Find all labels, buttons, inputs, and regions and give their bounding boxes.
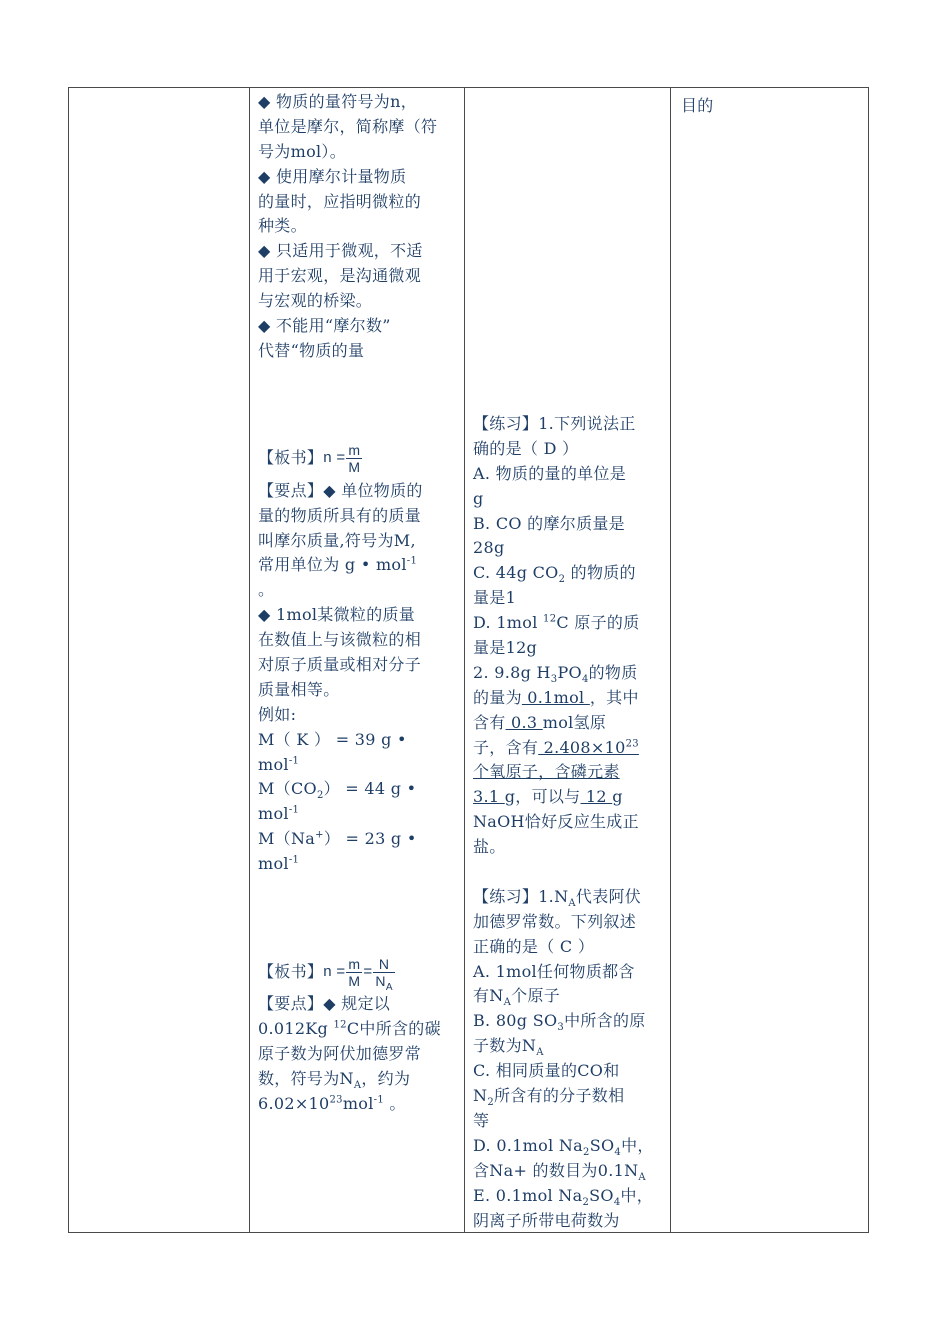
text-line: 常用单位为 g • mol$^{-1}$ (258, 555, 418, 575)
text-line: 量的物质所具有的质量 (258, 505, 422, 525)
text-line: 代替“物质的量 (258, 340, 365, 360)
text-line: mol$^{-1}$ (258, 854, 300, 874)
text-line: 种类。 (258, 216, 307, 236)
text-line: 个氧原子，含磷元素 (473, 762, 620, 782)
text-line: 号为mol）。 (258, 141, 347, 161)
text-line: 量是1 (473, 588, 517, 608)
text-line: 子，含有 $2.408\times 10^{23}$ (473, 737, 639, 757)
board-formula-1: 【板书】 n = $\frac{m}{M}$ (258, 442, 361, 476)
fraction: $\frac{N}{N_A}$ (375, 955, 393, 993)
text-line: M（ K ） = 39 g • (258, 729, 407, 749)
text-line: 28g (473, 538, 505, 558)
text-line: C. 相同质量的CO和 (473, 1061, 620, 1081)
text-line: 3.1 g，可以与 12 g (473, 787, 623, 807)
teacher-content-cell (258, 90, 458, 1117)
text-line: $M(CO_2) = 44$ g • (258, 779, 417, 802)
text-line: mol$^{-1}$ (258, 804, 300, 824)
text-line: 质量相等。 (258, 679, 340, 699)
text-line: NaOH恰好反应生成正 (473, 812, 639, 832)
text-line: B. 80g $SO_3$中所含的原 (473, 1011, 646, 1034)
text-line: ◆ 物质的量符号为n， (258, 92, 417, 111)
text-line: 0.012Kg $^{12}$C中所含的碳 (258, 1018, 441, 1038)
text-line: 【练习】$1.N_A$代表阿伏 (473, 886, 642, 910)
text-line: 正确的是（ C ） (473, 936, 595, 956)
text-line: 等 (473, 1110, 490, 1130)
text-line: ◆ 只适用于微观，不适 (258, 241, 423, 261)
column-divider (249, 88, 250, 1232)
text-line: 子数为$N_A$ (473, 1036, 544, 1059)
text-line: 对原子质量或相对分子 (258, 655, 422, 675)
text-line: ◆ 1mol某微粒的质量 (258, 605, 416, 625)
text-line: 加德罗常数。下列叙述 (473, 911, 637, 931)
text-line: 用于宏观，是沟通微观 (258, 266, 422, 286)
text-line: g (473, 488, 484, 508)
text-line: 的量时，应指明微粒的 (258, 191, 422, 211)
text-line: B. CO 的摩尔质量是 (473, 513, 625, 533)
purpose-cell (681, 94, 861, 119)
text-line: ◆ 不能用“摩尔数” (258, 316, 391, 336)
text-line: 例如: (258, 704, 297, 724)
text-line: A. 物质的量的单位是 (473, 463, 627, 483)
text-line: 。 (258, 580, 275, 600)
text-line: 【要点】◆ 单位物质的 (258, 480, 423, 500)
purpose-label: 目的 (681, 96, 714, 115)
text-line: $6.02\times 10^{23}mol^{-1}$ 。 (258, 1093, 406, 1113)
text-line: 有$N_A$个原子 (473, 986, 561, 1009)
text-line: 【练习】1.下列说法正 (473, 414, 636, 433)
fraction: $\frac{m}{M}$ (348, 442, 361, 476)
student-exercise-cell (473, 412, 663, 1233)
text-line: A. 1mol任何物质都含 (473, 961, 635, 981)
text-line: 含Na+ 的数目为$0.1N_A$ (473, 1160, 646, 1183)
text-line: 数，符号为$N_A$，约为 (258, 1068, 411, 1091)
column-divider (464, 88, 465, 1232)
text-line: mol$^{-1}$ (258, 754, 300, 774)
text-line: E. 0.1mol $Na_2SO_4$中， (473, 1185, 654, 1208)
board-formula-2: 【板书】 n = $\frac{m}{M}$ = $\frac{N}{N_A}$ (258, 955, 393, 993)
text-line: D. 0.1mol $Na_2SO_4$中， (473, 1135, 654, 1159)
text-line: C. 44g $CO_2$ 的物质的 (473, 563, 636, 586)
text-line: 量是12g (473, 638, 538, 658)
text-line: 叫摩尔质量,符号为M, (258, 530, 416, 550)
text-line: 确的是（ D ） (473, 438, 579, 458)
text-line: 原子数为阿伏加德罗常 (258, 1043, 422, 1063)
text-line: 单位是摩尔，简称摩（符 (258, 116, 438, 136)
text-line: 与宏观的桥梁。 (258, 291, 373, 311)
text-line: $N_2$所含有的分子数相 (473, 1086, 625, 1109)
text-line: D. 1mol $^{12}$C 原子的质 (473, 613, 640, 633)
text-line: 含有 0.3 mol氢原 (473, 712, 607, 732)
fraction: $\frac{m}{M}$ (348, 955, 361, 989)
lesson-table (68, 87, 869, 1233)
text-line: 【要点】◆ 规定以 (258, 994, 391, 1014)
text-line: ◆ 使用摩尔计量物质 (258, 166, 407, 186)
text-line: 在数值上与该微粒的相 (258, 630, 422, 650)
text-line: 的量为 0.1mol ，其中 (473, 687, 639, 707)
column-divider (670, 88, 671, 1232)
text-line: M（Na+） = 23 g • (258, 829, 417, 849)
text-line: 阴离子所带电荷数为 (473, 1210, 620, 1230)
text-line: 盐。 (473, 837, 506, 857)
text-line: 2. 9.8g $H_3PO_4$的物质 (473, 662, 638, 686)
